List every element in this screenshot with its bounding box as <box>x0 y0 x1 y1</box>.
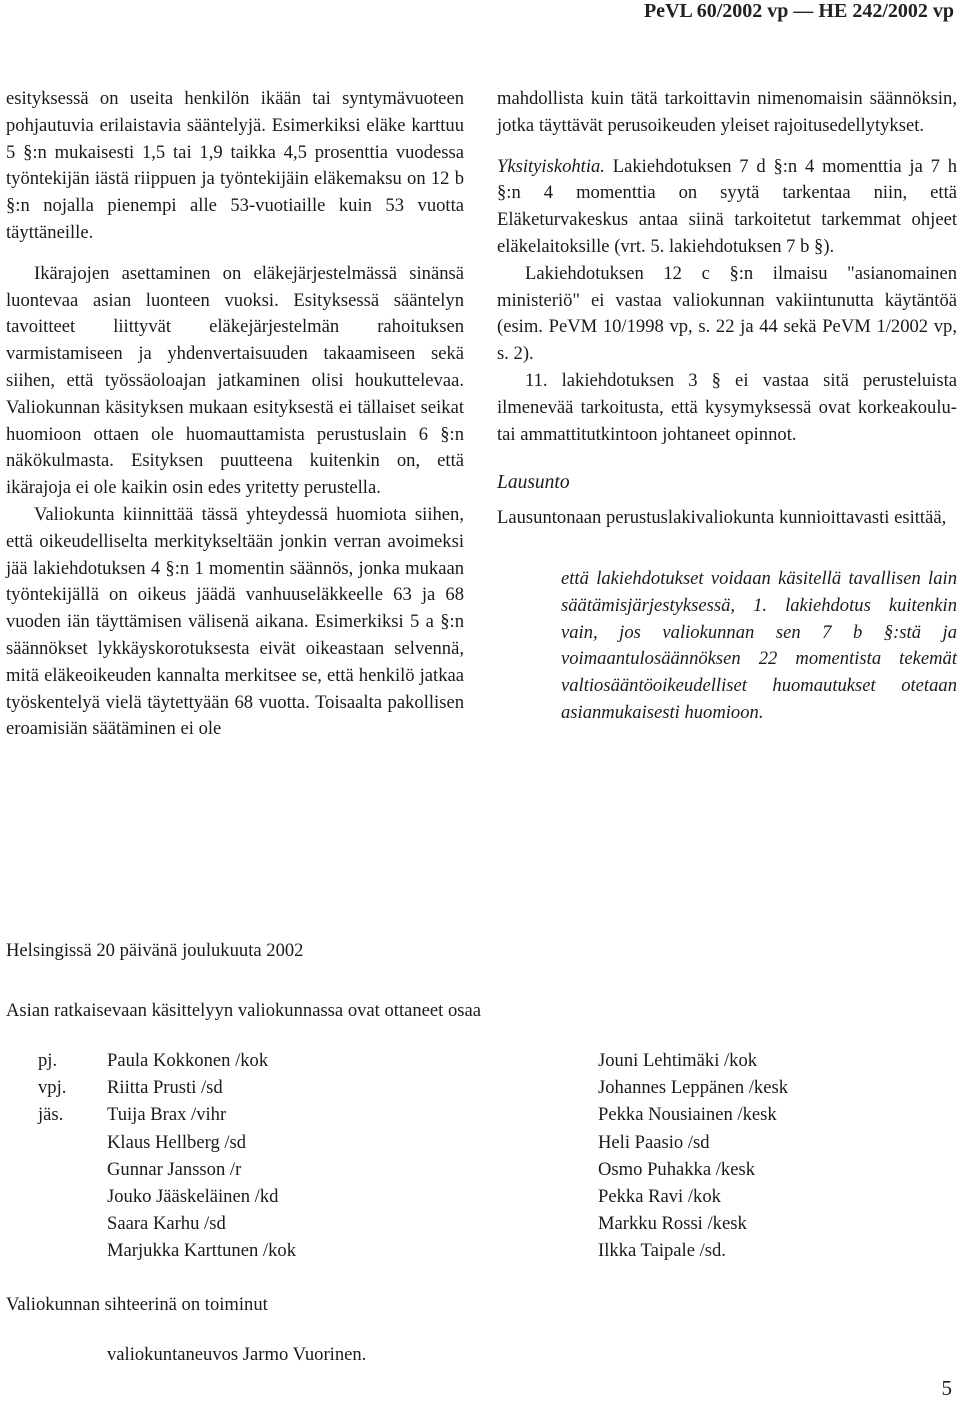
statement: Lausuntonaan perustuslakivaliokunta kunnioittavasti esittää, <box>497 507 947 529</box>
member-name: Pekka Ravi /kok <box>598 1185 721 1207</box>
member-role: jäs. <box>38 1104 64 1126</box>
paragraph: mahdollista kuin tätä tarkoittavin nimenomaisin säännöksin, jotka täyttävät perusoikeuden yleiset rajoitusedellytykset. <box>497 88 957 136</box>
members-right <box>598 1047 956 1265</box>
paragraph: esityksessä on useita henkilön ikään tai syntymävuoteen pohjautuvia erilaistavia sääntelyjä. Esimerkiksi eläke karttuu 5 §:n mukaisesti 1,5 tai 1,9 taikka 4,5 prosenttia vuodessa työntekijän iästä riippuen ja työntekijäin eläkemaksu on 12 b §:n nojalla pienempi alle 53-vuotiaille kuin 53 vuotta täyttäneille. <box>6 88 464 243</box>
left-column <box>6 86 464 743</box>
participants-title: Asian ratkaisevaan käsittelyyn valiokunnassa ovat ottaneet osaa <box>6 1000 482 1021</box>
paragraph: Lakiehdotuksen 12 c §:n ilmaisu "asianomainen ministeriö" ei vastaa valiokunnan vakiintunutta käytäntöä (esim. PeVM 10/1998 vp, s. 22 ja 44 sekä PeVM 1/2002 vp, s. 2). <box>497 262 957 365</box>
member-name: Paula Kokkonen /kok <box>107 1050 269 1071</box>
running-header: PeVL 60/2002 vp — HE 242/2002 vp <box>643 0 954 22</box>
member-name: Saara Karhu /sd <box>107 1213 226 1235</box>
subheading-inline: Yksityiskohtia. <box>497 155 605 177</box>
section-title: Lausunto <box>497 472 570 494</box>
member-name: Marjukka Karttunen /kok <box>107 1240 296 1262</box>
member-row <box>6 1101 526 1128</box>
member-row <box>6 1074 526 1101</box>
paragraph: 11. lakiehdotuksen 3 § ei vastaa sitä perusteluista ilmenevää tarkoitusta, että kysymyksessä ovat korkeakoulu- tai ammattitutkintoon johtaneet opinnot. <box>497 369 957 445</box>
member-row <box>6 1237 526 1264</box>
member-name: Johannes Leppänen /kesk <box>598 1077 789 1099</box>
secretary-title: Valiokunnan sihteerinä on toiminut <box>6 1294 268 1315</box>
member-name: Jouko Jääskeläinen /kd <box>107 1185 279 1207</box>
member-row <box>6 1210 526 1237</box>
member-row <box>6 1183 526 1210</box>
member-name: Ilkka Taipale /sd. <box>598 1240 726 1262</box>
member-role: pj. <box>38 1050 58 1071</box>
member-row <box>6 1047 526 1074</box>
member-name: Riitta Prusti /sd <box>107 1077 223 1099</box>
member-role: vpj. <box>38 1077 67 1099</box>
paragraph-text: Lakiehdotuksen 7 d §:n 4 momenttia ja 7 h §:n 4 momenttia on syytä tarkentaa niin, että Eläketurvakeskus antaa siinä tarkoitetut tarkemmat ohjeet eläkelaitoksille (vrt. 5. lakiehdotuksen 7 b §). <box>497 155 957 257</box>
paragraph <box>497 154 957 261</box>
member-name: Osmo Puhakka /kesk <box>598 1158 756 1180</box>
page-number: 5 <box>941 1376 952 1400</box>
place-date: Helsingissä 20 päivänä joulukuuta 2002 <box>6 940 304 961</box>
secretary-name: valiokuntaneuvos Jarmo Vuorinen. <box>107 1344 367 1365</box>
members-left <box>6 1047 526 1265</box>
member-name: Tuija Brax /vihr <box>107 1104 227 1126</box>
member-name: Jouni Lehtimäki /kok <box>598 1050 758 1071</box>
member-name: Klaus Hellberg /sd <box>107 1131 247 1153</box>
member-name: Gunnar Jansson /r <box>107 1158 242 1180</box>
right-column <box>497 86 957 727</box>
member-name: Heli Paasio /sd <box>598 1131 710 1153</box>
member-row <box>6 1156 526 1183</box>
member-name: Markku Rossi /kesk <box>598 1213 747 1235</box>
statement-quote: että lakiehdotukset voidaan käsitellä tavallisen lain säätämisjärjestyksessä, 1. lakiehdotus kuitenkin vain, jos valiokunnan sen 7 b §:stä ja voimaantulosäännöksen 22 momentista tekemät valtiosääntöoikeudelliset huomautukset otetaan asianmukaisesti huomioon. <box>561 567 957 723</box>
member-row <box>6 1129 526 1156</box>
paragraph: Ikärajojen asettaminen on eläkejärjestelmässä sinänsä luontevaa asian luonteen vuoksi. Esityksessä sääntelyn tavoitteet liittyvät eläkejärjestelmän rahoituksen varmistamiseen ja yhdenvertaisuuden takaamiseen sekä siihen, että työssäoloajan jatkaminen olisi houkuttelevaa. Valiokunnan käsityksen mukaan esityksestä ei tällaiset seikat huomioon ottaen ole huomauttamista perustuslain 6 §:n näkökulmasta. Esityksen puutteena kuitenkin on, että ikärajoja ei ole kaikin osin edes yritetty perustella. <box>6 262 464 499</box>
member-name: Pekka Nousiainen /kesk <box>598 1104 777 1126</box>
paragraph: Valiokunta kiinnittää tässä yhteydessä huomiota siihen, että oikeudelliselta merkitykseltään jonkin verran avoimeksi jää lakiehdotuksen 4 §:n 1 momentin säännös, jonka mukaan työntekijällä on oikeus jäädä vanhuuseläkkeelle 63 ja 68 vuoden iän täyttämisen välisenä aikana. Esimerkiksi 5 a §:n säännökset lykkäyskorotuksesta eivät oikeastaan selvennä, mitä eläkeoikeuden kannalta merkitsee se, että henkilö jatkaa työskentelyä vielä täytettyään 68 vuotta. Toisaalta pakollisen eroamisiän säätäminen ei ole <box>6 503 464 740</box>
